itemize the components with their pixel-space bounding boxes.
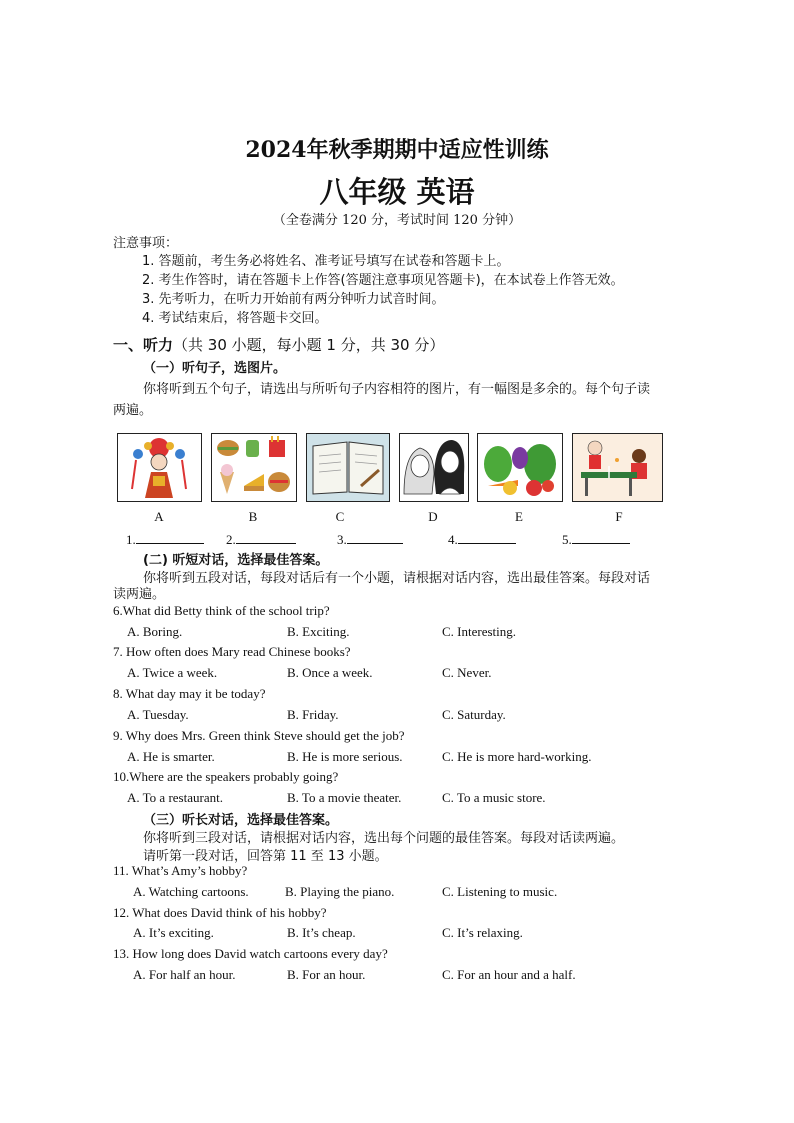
option-a[interactable]: A. Watching cartoons. (133, 884, 249, 899)
option-a[interactable]: A. Tuesday. (127, 707, 189, 722)
picture-a (117, 433, 202, 502)
part3-instruction: 你将听到三段对话，请根据对话内容，选出每个问题的最佳答案。每段对话读两遍。 (143, 831, 625, 846)
notice-item: 2. 考生作答时，请在答题卡上作答(答题注意事项见答题卡)，在本试卷上作答无效。 (142, 273, 624, 288)
blank-number: 4. (448, 532, 458, 547)
picture-label: C (335, 509, 345, 524)
option-b[interactable]: B. Exciting. (287, 624, 350, 639)
blank-line (572, 531, 630, 544)
picture-c (306, 433, 390, 502)
option-c[interactable]: C. He is more hard-working. (442, 749, 592, 764)
question-text: 7. How often does Mary read Chinese books? (113, 644, 351, 659)
question-text: 10.Where are the speakers probably going? (113, 769, 339, 784)
question-text: 6.What did Betty think of the school trip? (113, 603, 330, 618)
girls-icon (400, 434, 468, 501)
notebook-icon (307, 434, 389, 501)
answer-blank-4[interactable] (448, 531, 516, 548)
picture-label: B (248, 509, 258, 524)
option-c[interactable]: C. Interesting. (442, 624, 517, 639)
option-a[interactable]: A. For half an hour. (133, 967, 236, 982)
notice-item: 4. 考试结束后，将答题卡交回。 (142, 311, 328, 326)
ping-pong-icon (573, 434, 662, 501)
option-b[interactable]: B. Friday. (287, 707, 339, 722)
part2-instruction: 你将听到五段对话，每段对话后有一个小题，请根据对话内容，选出最佳答案。每段对话 (143, 571, 651, 586)
option-a[interactable]: A. It’s exciting. (133, 925, 214, 940)
picture-e (477, 433, 563, 502)
option-c[interactable]: C. Never. (442, 665, 492, 680)
notice-heading: 注意事项： (113, 236, 179, 251)
exam-subject: 八年级 英语 (319, 175, 475, 209)
part2-heading: (二) 听短对话，选择最佳答案。 (143, 553, 329, 568)
food-icon (212, 434, 296, 501)
blank-number: 3. (337, 532, 347, 547)
section-detail: （共 30 小题，每小题 1 分，共 30 分） (173, 336, 445, 354)
picture-label: D (428, 509, 438, 524)
notice-item: 3. 先考听力，在听力开始前有两分钟听力试音时间。 (142, 292, 445, 307)
option-b[interactable]: B. He is more serious. (287, 749, 403, 764)
picture-b (211, 433, 297, 502)
part1-instruction: 你将听到五个句子，请选出与所听句子内容相符的图片，有一幅图是多余的。每个句子读 (143, 382, 651, 397)
answer-blank-1[interactable] (126, 531, 204, 548)
peking-opera-icon (118, 434, 201, 501)
option-c[interactable]: C. Saturday. (442, 707, 506, 722)
section-title: 一、听力 (113, 336, 174, 354)
picture-label: F (615, 509, 623, 524)
vegetables-icon (478, 434, 562, 501)
option-a[interactable]: A. He is smarter. (127, 749, 215, 764)
part3-instruction-cont: 请听第一段对话，回答第 11 至 13 小题。 (143, 849, 388, 864)
option-a[interactable]: A. Boring. (127, 624, 183, 639)
notice-item: 1. 答题前，考生务必将姓名、准考证号填写在试卷和答题卡上。 (142, 254, 510, 269)
option-b[interactable]: B. To a movie theater. (287, 790, 402, 805)
blank-line (136, 531, 204, 544)
option-c[interactable]: C. To a music store. (442, 790, 546, 805)
option-a[interactable]: A. Twice a week. (127, 665, 218, 680)
part3-heading: （三）听长对话，选择最佳答案。 (143, 813, 339, 828)
blank-line (236, 531, 296, 544)
option-a[interactable]: A. To a restaurant. (127, 790, 223, 805)
blank-line (347, 531, 403, 544)
blank-number: 2. (226, 532, 236, 547)
question-text: 8. What day may it be today? (113, 686, 266, 701)
option-c[interactable]: C. Listening to music. (442, 884, 558, 899)
picture-d (399, 433, 469, 502)
option-b[interactable]: B. It’s cheap. (287, 925, 356, 940)
exam-info: （全卷满分 120 分，考试时间 120 分钟） (272, 213, 522, 228)
blank-number: 5. (562, 532, 572, 547)
answer-blank-3[interactable] (337, 531, 403, 548)
part2-instruction-cont: 读两遍。 (113, 587, 166, 602)
option-b[interactable]: B. Once a week. (287, 665, 373, 680)
picture-label: A (154, 509, 164, 524)
question-text: 9. Why does Mrs. Green think Steve should get the job? (113, 728, 405, 743)
question-text: 13. How long does David watch cartoons every day? (113, 946, 388, 961)
answer-blank-5[interactable] (562, 531, 630, 548)
picture-label: E (515, 509, 523, 524)
option-c[interactable]: C. For an hour and a half. (442, 967, 576, 982)
option-c[interactable]: C. It’s relaxing. (442, 925, 523, 940)
part1-instruction-cont: 两遍。 (113, 403, 153, 418)
exam-title: 2024年秋季期期中适应性训练 (245, 137, 549, 163)
picture-f (572, 433, 663, 502)
blank-line (458, 531, 516, 544)
question-text: 11. What’s Amy’s hobby? (113, 863, 248, 878)
blank-number: 1. (126, 532, 136, 547)
section-heading (113, 334, 444, 355)
option-b[interactable]: B. Playing the piano. (285, 884, 395, 899)
part1-heading: （一）听句子，选图片。 (143, 361, 287, 376)
question-text: 12. What does David think of his hobby? (113, 905, 327, 920)
option-b[interactable]: B. For an hour. (287, 967, 366, 982)
answer-blank-2[interactable] (226, 531, 296, 548)
